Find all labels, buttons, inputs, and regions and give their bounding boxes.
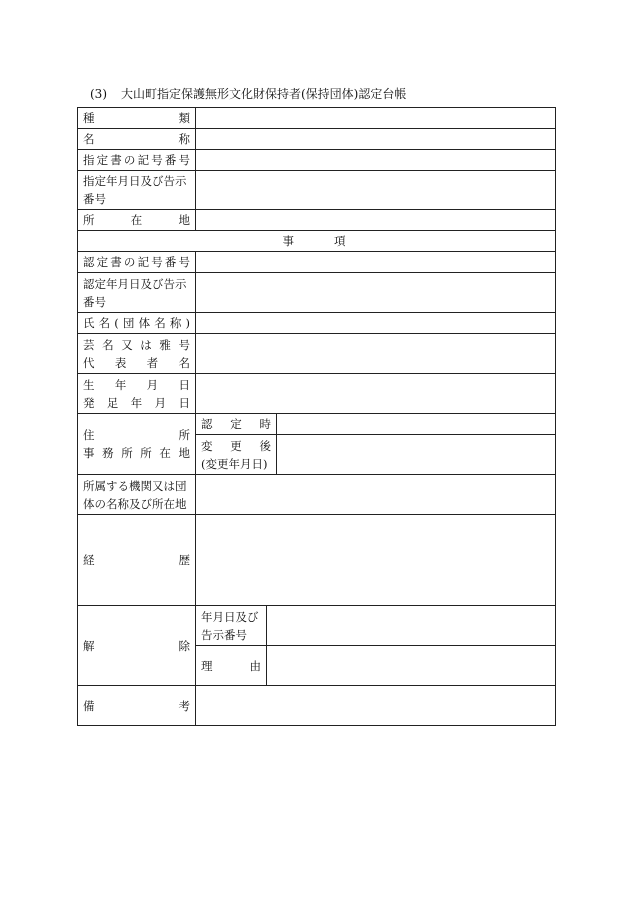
label-reason: 理 由 xyxy=(196,646,267,686)
label-person-name: 氏名(団体名称) xyxy=(78,313,196,334)
row-remarks xyxy=(78,686,556,726)
label-founded-text: 発足年月日 xyxy=(83,395,190,410)
row-designation-doc xyxy=(78,150,556,171)
row-person-name xyxy=(78,313,556,334)
value-cancel-date[interactable] xyxy=(267,606,556,646)
label-representative-text: 代表者名 xyxy=(83,355,190,370)
value-designation-doc[interactable] xyxy=(196,150,556,171)
value-stage-name[interactable] xyxy=(196,334,556,374)
row-birth xyxy=(78,374,556,414)
label-type: 種 類 xyxy=(78,108,196,129)
row-type xyxy=(78,108,556,129)
label-cancellation: 解 除 xyxy=(78,606,196,686)
label-certification-doc: 認定書の記号番号 xyxy=(78,252,196,273)
value-location[interactable] xyxy=(196,210,556,231)
label-at-certification: 認 定 時 xyxy=(196,414,277,435)
row-designation-date xyxy=(78,171,556,210)
value-certification-doc[interactable] xyxy=(196,252,556,273)
value-address-at-certification[interactable] xyxy=(277,414,556,435)
row-organization xyxy=(78,475,556,515)
label-after-change-text: 変 更 後 xyxy=(201,438,271,453)
title-number: (3) xyxy=(90,87,107,101)
row-section xyxy=(78,231,556,252)
label-designation-doc: 指定書の記号番号 xyxy=(78,150,196,171)
section-header: 事項 xyxy=(78,231,556,252)
label-address xyxy=(78,414,196,475)
row-name xyxy=(78,129,556,150)
label-office-text: 事務所所在地 xyxy=(83,446,190,460)
label-address-text: 住 所 xyxy=(83,428,190,442)
value-address-after-change[interactable] xyxy=(277,435,556,475)
value-type[interactable] xyxy=(196,108,556,129)
value-reason[interactable] xyxy=(267,646,556,686)
value-history[interactable] xyxy=(196,515,556,606)
value-designation-date[interactable] xyxy=(196,171,556,210)
label-remarks: 備 考 xyxy=(78,686,196,726)
value-organization[interactable] xyxy=(196,475,556,515)
label-organization: 所属する機関又は団体の名称及び所在地 xyxy=(78,475,196,515)
label-history: 経 歴 xyxy=(78,515,196,606)
label-certification-date: 認定年月日及び告示番号 xyxy=(78,273,196,313)
label-change-date-text: (変更年月日) xyxy=(201,456,268,471)
row-stage-name xyxy=(78,334,556,374)
row-certification-date xyxy=(78,273,556,313)
row-cancel-date xyxy=(78,606,556,646)
label-birth-text: 生年月日 xyxy=(83,377,190,392)
value-remarks[interactable] xyxy=(196,686,556,726)
label-after-change xyxy=(196,435,277,475)
row-address-certification xyxy=(78,414,556,435)
ledger-table xyxy=(77,107,556,726)
label-birth xyxy=(78,374,196,414)
title-text: 大山町指定保護無形文化財保持者(保持団体)認定台帳 xyxy=(121,87,407,101)
label-stage-name xyxy=(78,334,196,374)
row-certification-doc xyxy=(78,252,556,273)
label-designation-date: 指定年月日及び告示番号 xyxy=(78,171,196,210)
label-cancel-date: 年月日及び告示番号 xyxy=(196,606,267,646)
value-person-name[interactable] xyxy=(196,313,556,334)
label-stage-name-text: 芸名又は雅号 xyxy=(83,337,190,352)
label-name: 名 称 xyxy=(78,129,196,150)
value-certification-date[interactable] xyxy=(196,273,556,313)
document-title xyxy=(90,85,406,102)
value-name[interactable] xyxy=(196,129,556,150)
value-birth[interactable] xyxy=(196,374,556,414)
label-location: 所 在 地 xyxy=(78,210,196,231)
row-location xyxy=(78,210,556,231)
row-history xyxy=(78,515,556,606)
